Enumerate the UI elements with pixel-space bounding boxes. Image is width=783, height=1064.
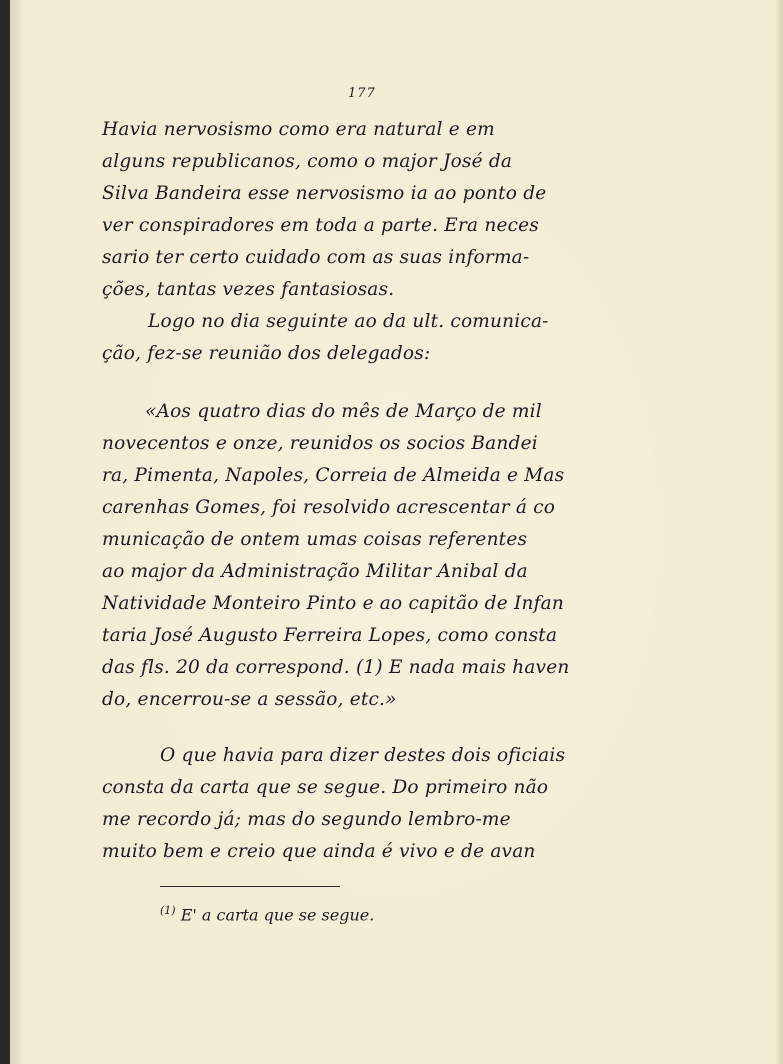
footnote <box>160 900 374 926</box>
text-line: ao major da Administração Militar Anibal da <box>102 561 528 582</box>
footnote-text: E' a carta que se segue. <box>180 905 375 925</box>
text-line: Havia nervosismo como era natural e em <box>102 119 495 140</box>
text-line: alguns republicanos, como o major José da <box>102 151 513 172</box>
text-line: das fls. 20 da correspond. (1) E nada mais haven <box>102 657 570 678</box>
text-line: ver conspiradores em toda a parte. Era neces <box>102 215 540 236</box>
text-line: ções, tantas vezes fantasiosas. <box>102 279 395 300</box>
text-line: do, encerrou-se a sessão, etc.» <box>102 689 397 710</box>
footnote-marker: (1) <box>160 904 176 917</box>
text-line: me recordo já; mas do segundo lembro-me <box>102 809 511 830</box>
text-line: carenhas Gomes, foi resolvido acrescentar á co <box>102 497 556 518</box>
footnote-divider <box>160 886 340 887</box>
text-line: Silva Bandeira esse nervosismo ia ao ponto de <box>102 183 547 204</box>
text-line: Natividade Monteiro Pinto e ao capitão de Infan <box>102 593 564 614</box>
text-line: muito bem e creio que ainda é vivo e de avan <box>102 841 536 862</box>
text-line: Logo no dia seguinte ao da ult. comunica- <box>148 311 549 332</box>
text-line: consta da carta que se segue. Do primeiro não <box>102 777 549 798</box>
page-edge <box>775 0 783 1064</box>
text-line: O que havia para dizer destes dois oficiais <box>160 745 566 766</box>
text-line: ra, Pimenta, Napoles, Correia de Almeida e Mas <box>102 465 565 486</box>
text-line: municação de ontem umas coisas referentes <box>102 529 528 550</box>
text-line: sario ter certo cuidado com as suas informa- <box>102 247 530 268</box>
text-line: ção, fez-se reunião dos delegados: <box>102 343 431 364</box>
page-number: 177 <box>348 86 376 101</box>
text-line: novecentos e onze, reunidos os socios Bandei <box>102 433 538 454</box>
text-line: taria José Augusto Ferreira Lopes, como consta <box>102 625 558 646</box>
manuscript-page <box>10 0 783 1064</box>
text-line: «Aos quatro dias do mês de Março de mil <box>145 401 542 422</box>
